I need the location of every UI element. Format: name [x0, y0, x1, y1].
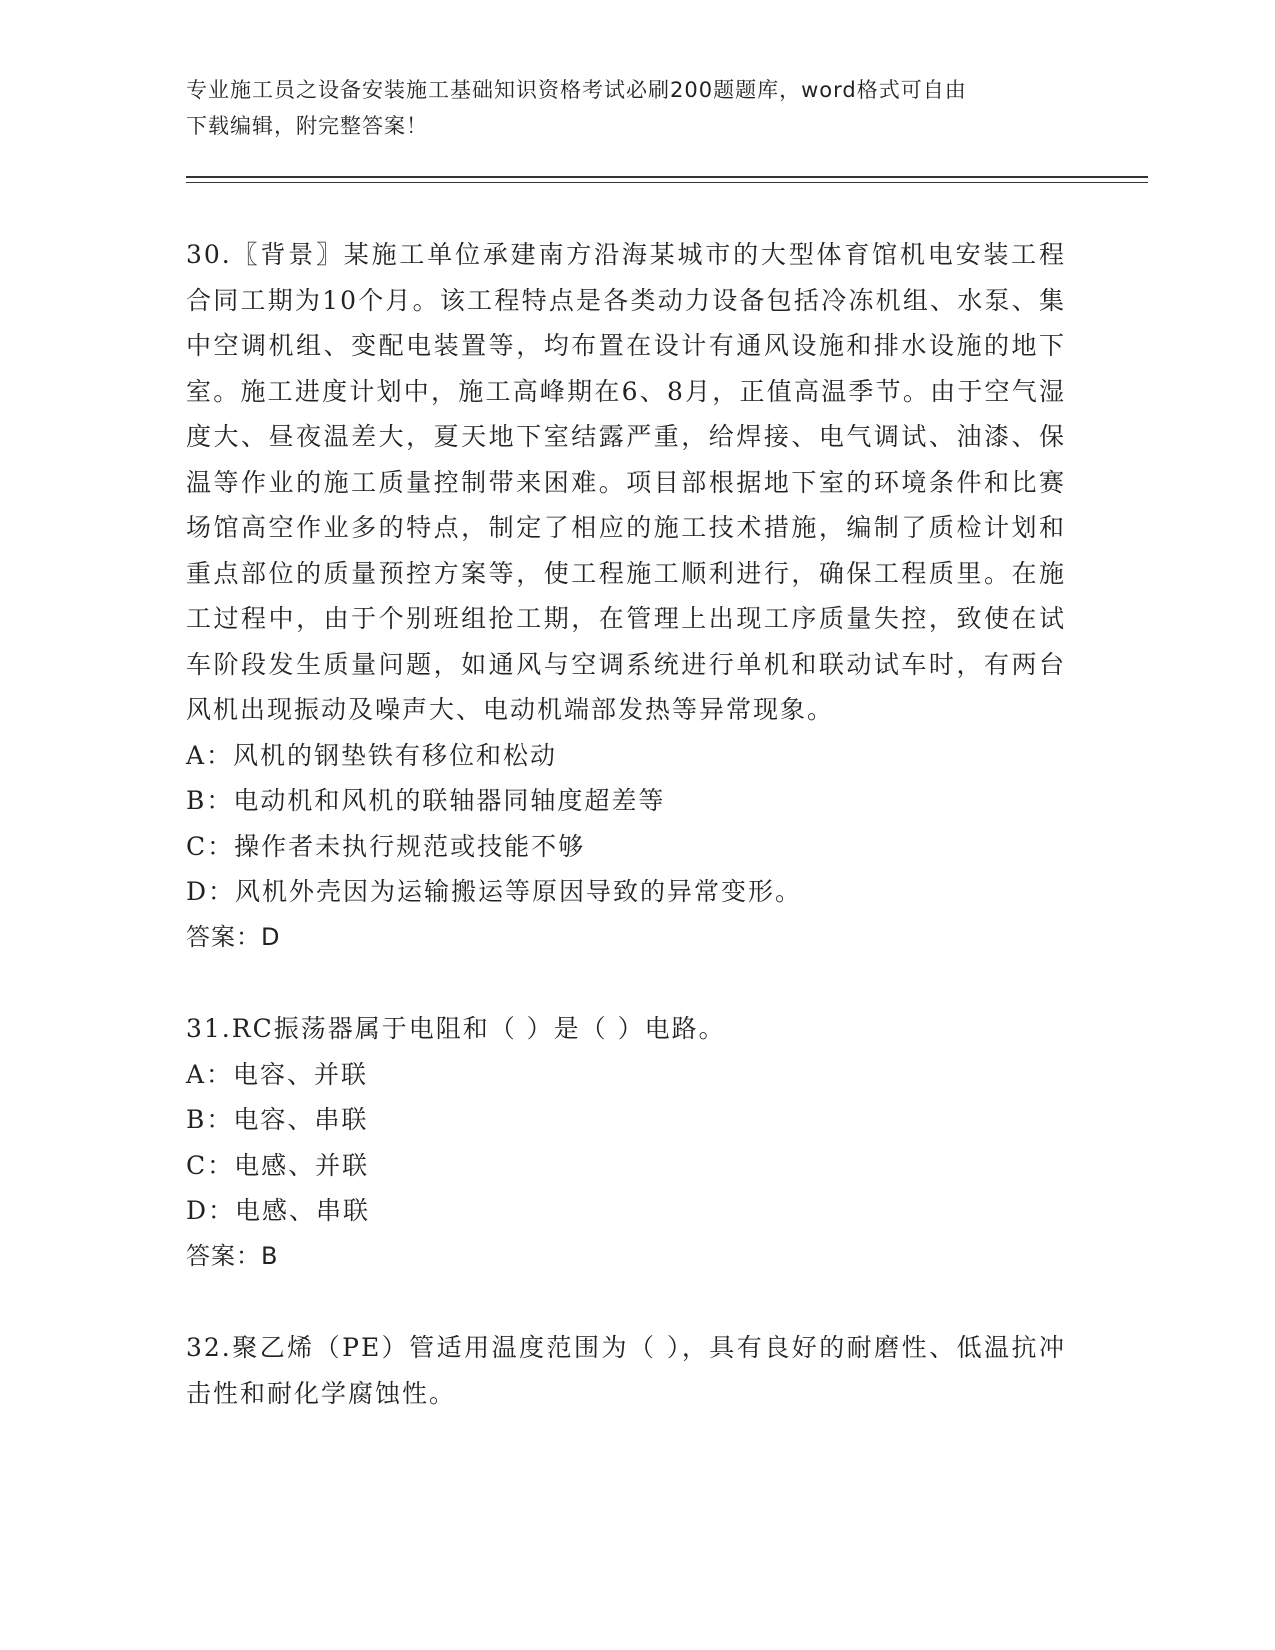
option-b: B：电容、串联 [186, 1105, 369, 1134]
question-stem: 32.聚乙烯（PE）管适用温度范围为（ ），具有良好的耐磨性、低温抗冲击性和耐化学腐蚀性。 [186, 1333, 1066, 1408]
header-line-1: 专业施工员之设备安装施工基础知识资格考试必刷200题题库，word格式可自由 [186, 78, 967, 102]
header-line-2: 下载编辑，附完整答案！ [186, 114, 428, 138]
option-c: C：电感、并联 [186, 1150, 370, 1180]
question-32 [186, 1325, 1066, 1416]
question-30 [186, 232, 1066, 960]
answer-line: 答案：D [186, 922, 281, 951]
document-header [186, 72, 1066, 144]
header-divider-thick [186, 176, 1148, 178]
question-31 [186, 1006, 1066, 1279]
question-list [186, 232, 1066, 1416]
answer-line: 答案：B [186, 1241, 279, 1270]
question-stem: 31.RC振荡器属于电阻和（ ）是（ ）电路。 [186, 1014, 726, 1043]
question-stem: 30.〖背景〗某施工单位承建南方沿海某城市的大型体育馆机电安装工程合同工期为10个月。该工程特点是各类动力设备包括冷冻机组、水泵、集中空调机组、变配电装置等，均布置在设计有通风设施和排水设施的地下室。施工进度计划中，施工高峰期在6、8月，正值高温季节。由于空气湿度大、昼夜温差大，夏天地下室结露严重，给焊接、电气调试、油漆、保温等作业的施工质量控制带来困难。项目部根据地下室的环境条件和比赛场馆高空作业多的特点，制定了相应的施工技术措施，编制了质检计划和重点部位的质量预控方案等，使工程施工顺利进行，确保工程质里。在施工过程中，由于个别班组抢工期，在管理上出现工序质量失控，致使在试车阶段发生质量问题，如通风与空调系统进行单机和联动试车时，有两台风机出现振动及噪声大、电动机端部发热等异常现象。 [186, 240, 1066, 724]
question-spacer [186, 1279, 1066, 1325]
option-a: A：电容、并联 [186, 1059, 369, 1089]
option-d: D：风机外壳因为运输搬运等原因导致的异常变形。 [186, 877, 803, 906]
question-spacer [186, 960, 1066, 1006]
option-d: D：电感、串联 [186, 1196, 371, 1225]
option-c: C：操作者未执行规范或技能不够 [186, 831, 586, 861]
header-divider-thin [186, 182, 1148, 183]
option-a: A：风机的钢垫铁有移位和松动 [186, 740, 558, 770]
option-b: B：电动机和风机的联轴器同轴度超差等 [186, 786, 666, 815]
